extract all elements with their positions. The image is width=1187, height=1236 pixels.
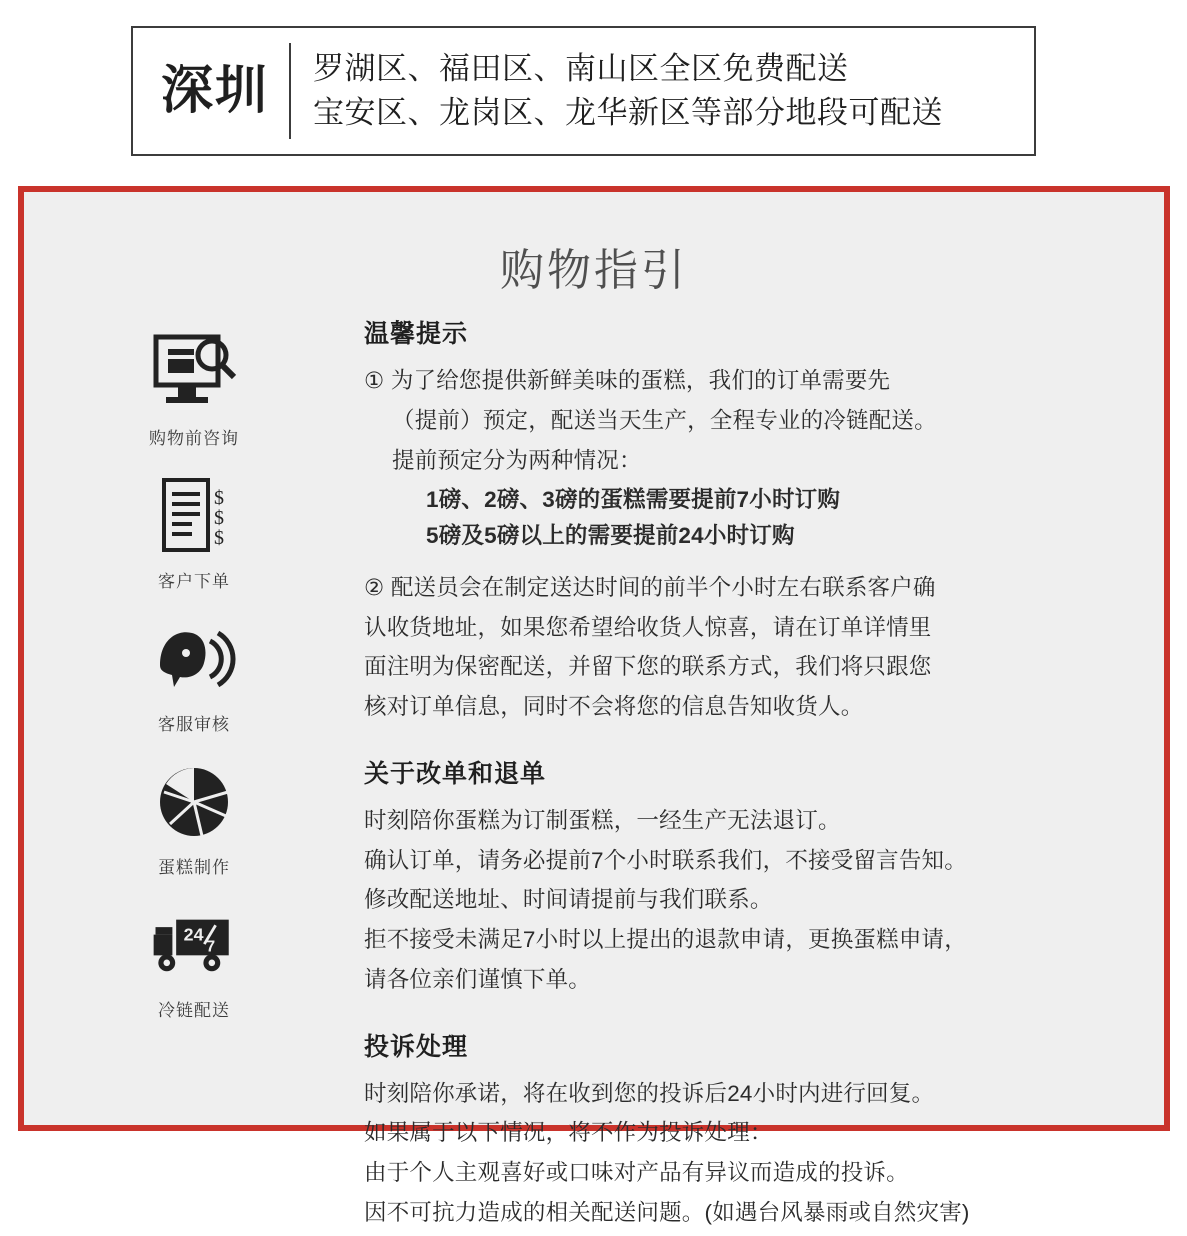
svg-text:7: 7 — [206, 938, 216, 956]
banner-city-label: 深圳 — [161, 62, 270, 120]
cold-chain-truck-icon — [148, 904, 240, 986]
step-label: 客户下单 — [158, 572, 230, 591]
page-title: 购物指引 — [500, 246, 688, 295]
change-refund-line3: 修改配送地址、时间请提前与我们联系。 — [364, 887, 773, 913]
step-label: 购物前咨询 — [149, 429, 239, 448]
change-refund-heading: 关于改单和退单 — [364, 759, 547, 788]
complaint-line1: 时刻陪你承诺，将在收到您的投诉后24小时内进行回复。 — [364, 1080, 935, 1106]
guide-content — [24, 310, 1164, 1236]
svg-text:$: $ — [214, 527, 224, 549]
svg-text:24: 24 — [183, 924, 204, 945]
cake-pie-icon — [148, 761, 240, 843]
step-item — [148, 904, 240, 1021]
invoice-dollar-icon — [148, 475, 240, 557]
shopping-guide-panel — [18, 186, 1170, 1225]
tips-item2-line3: 面注明为保密配送，并留下您的联系方式，我们将只跟您 — [364, 654, 932, 680]
guide-text-column — [364, 310, 1164, 1236]
complaint-line3: 由于个人主观喜好或口味对产品有异议而造成的投诉。 — [364, 1160, 909, 1185]
change-refund-line1: 时刻陪你蛋糕为订制蛋糕，一经生产无法退订。 — [364, 807, 841, 833]
step-item — [148, 618, 240, 735]
svg-text:$: $ — [214, 487, 224, 509]
tips-item2-line1: ② 配送员会在制定送达时间的前半个小时左右联系客户确 — [364, 574, 936, 600]
tips-heading: 温馨提示 — [364, 320, 469, 348]
step-item — [148, 475, 240, 592]
tips-item1-line3: 提前预定分为两种情况： — [392, 447, 642, 473]
tips-item2-line4: 核对订单信息，同时不会将您的信息告知收货人。 — [364, 694, 864, 719]
complaint-line2: 如果属于以下情况，将不作为投诉处理： — [364, 1120, 773, 1146]
svg-text:$: $ — [214, 507, 224, 529]
change-refund-line2: 确认订单，请务必提前7个小时联系我们，不接受留言告知。 — [364, 847, 967, 873]
tips-item1-bold2: 5磅及5磅以上的需要提前24小时订购 — [426, 523, 795, 548]
complaint-line4: 因不可抗力造成的相关配送问题。(如遇台风暴雨或自然灾害) — [364, 1199, 970, 1225]
banner-line-2: 宝安区、龙岗区、龙华新区等部分地段可配送 — [313, 95, 944, 130]
customer-service-icon — [148, 618, 240, 700]
step-label: 蛋糕制作 — [158, 858, 230, 877]
step-item — [148, 761, 240, 878]
tips-item2-line2: 认收货地址，如果您希望给收货人惊喜，请在订单详情里 — [364, 614, 932, 640]
process-steps-column — [24, 310, 364, 1236]
complaint-heading: 投诉处理 — [364, 1032, 469, 1061]
delivery-banner — [131, 26, 1036, 156]
banner-line-1: 罗湖区、福田区、南山区全区免费配送 — [313, 50, 849, 86]
monitor-search-icon — [148, 332, 240, 414]
tips-item1-bold1: 1磅、2磅、3磅的蛋糕需要提前7小时订购 — [426, 487, 841, 513]
step-label: 客服审核 — [158, 715, 230, 734]
spacer — [364, 555, 1124, 571]
change-refund-line4: 拒不接受未满足7小时以上提出的退款申请，更换蛋糕申请， — [364, 927, 967, 952]
tips-item1-line1: ① 为了给您提供新鲜美味的蛋糕，我们的订单需要先 — [364, 368, 891, 393]
change-refund-line5: 请各位亲们谨慎下单。 — [364, 966, 592, 992]
step-item — [148, 332, 240, 449]
tips-item1-line2: （提前）预定，配送当天生产，全程专业的冷链配送。 — [392, 407, 937, 433]
step-label: 冷链配送 — [158, 1001, 230, 1020]
banner-text — [291, 47, 943, 135]
